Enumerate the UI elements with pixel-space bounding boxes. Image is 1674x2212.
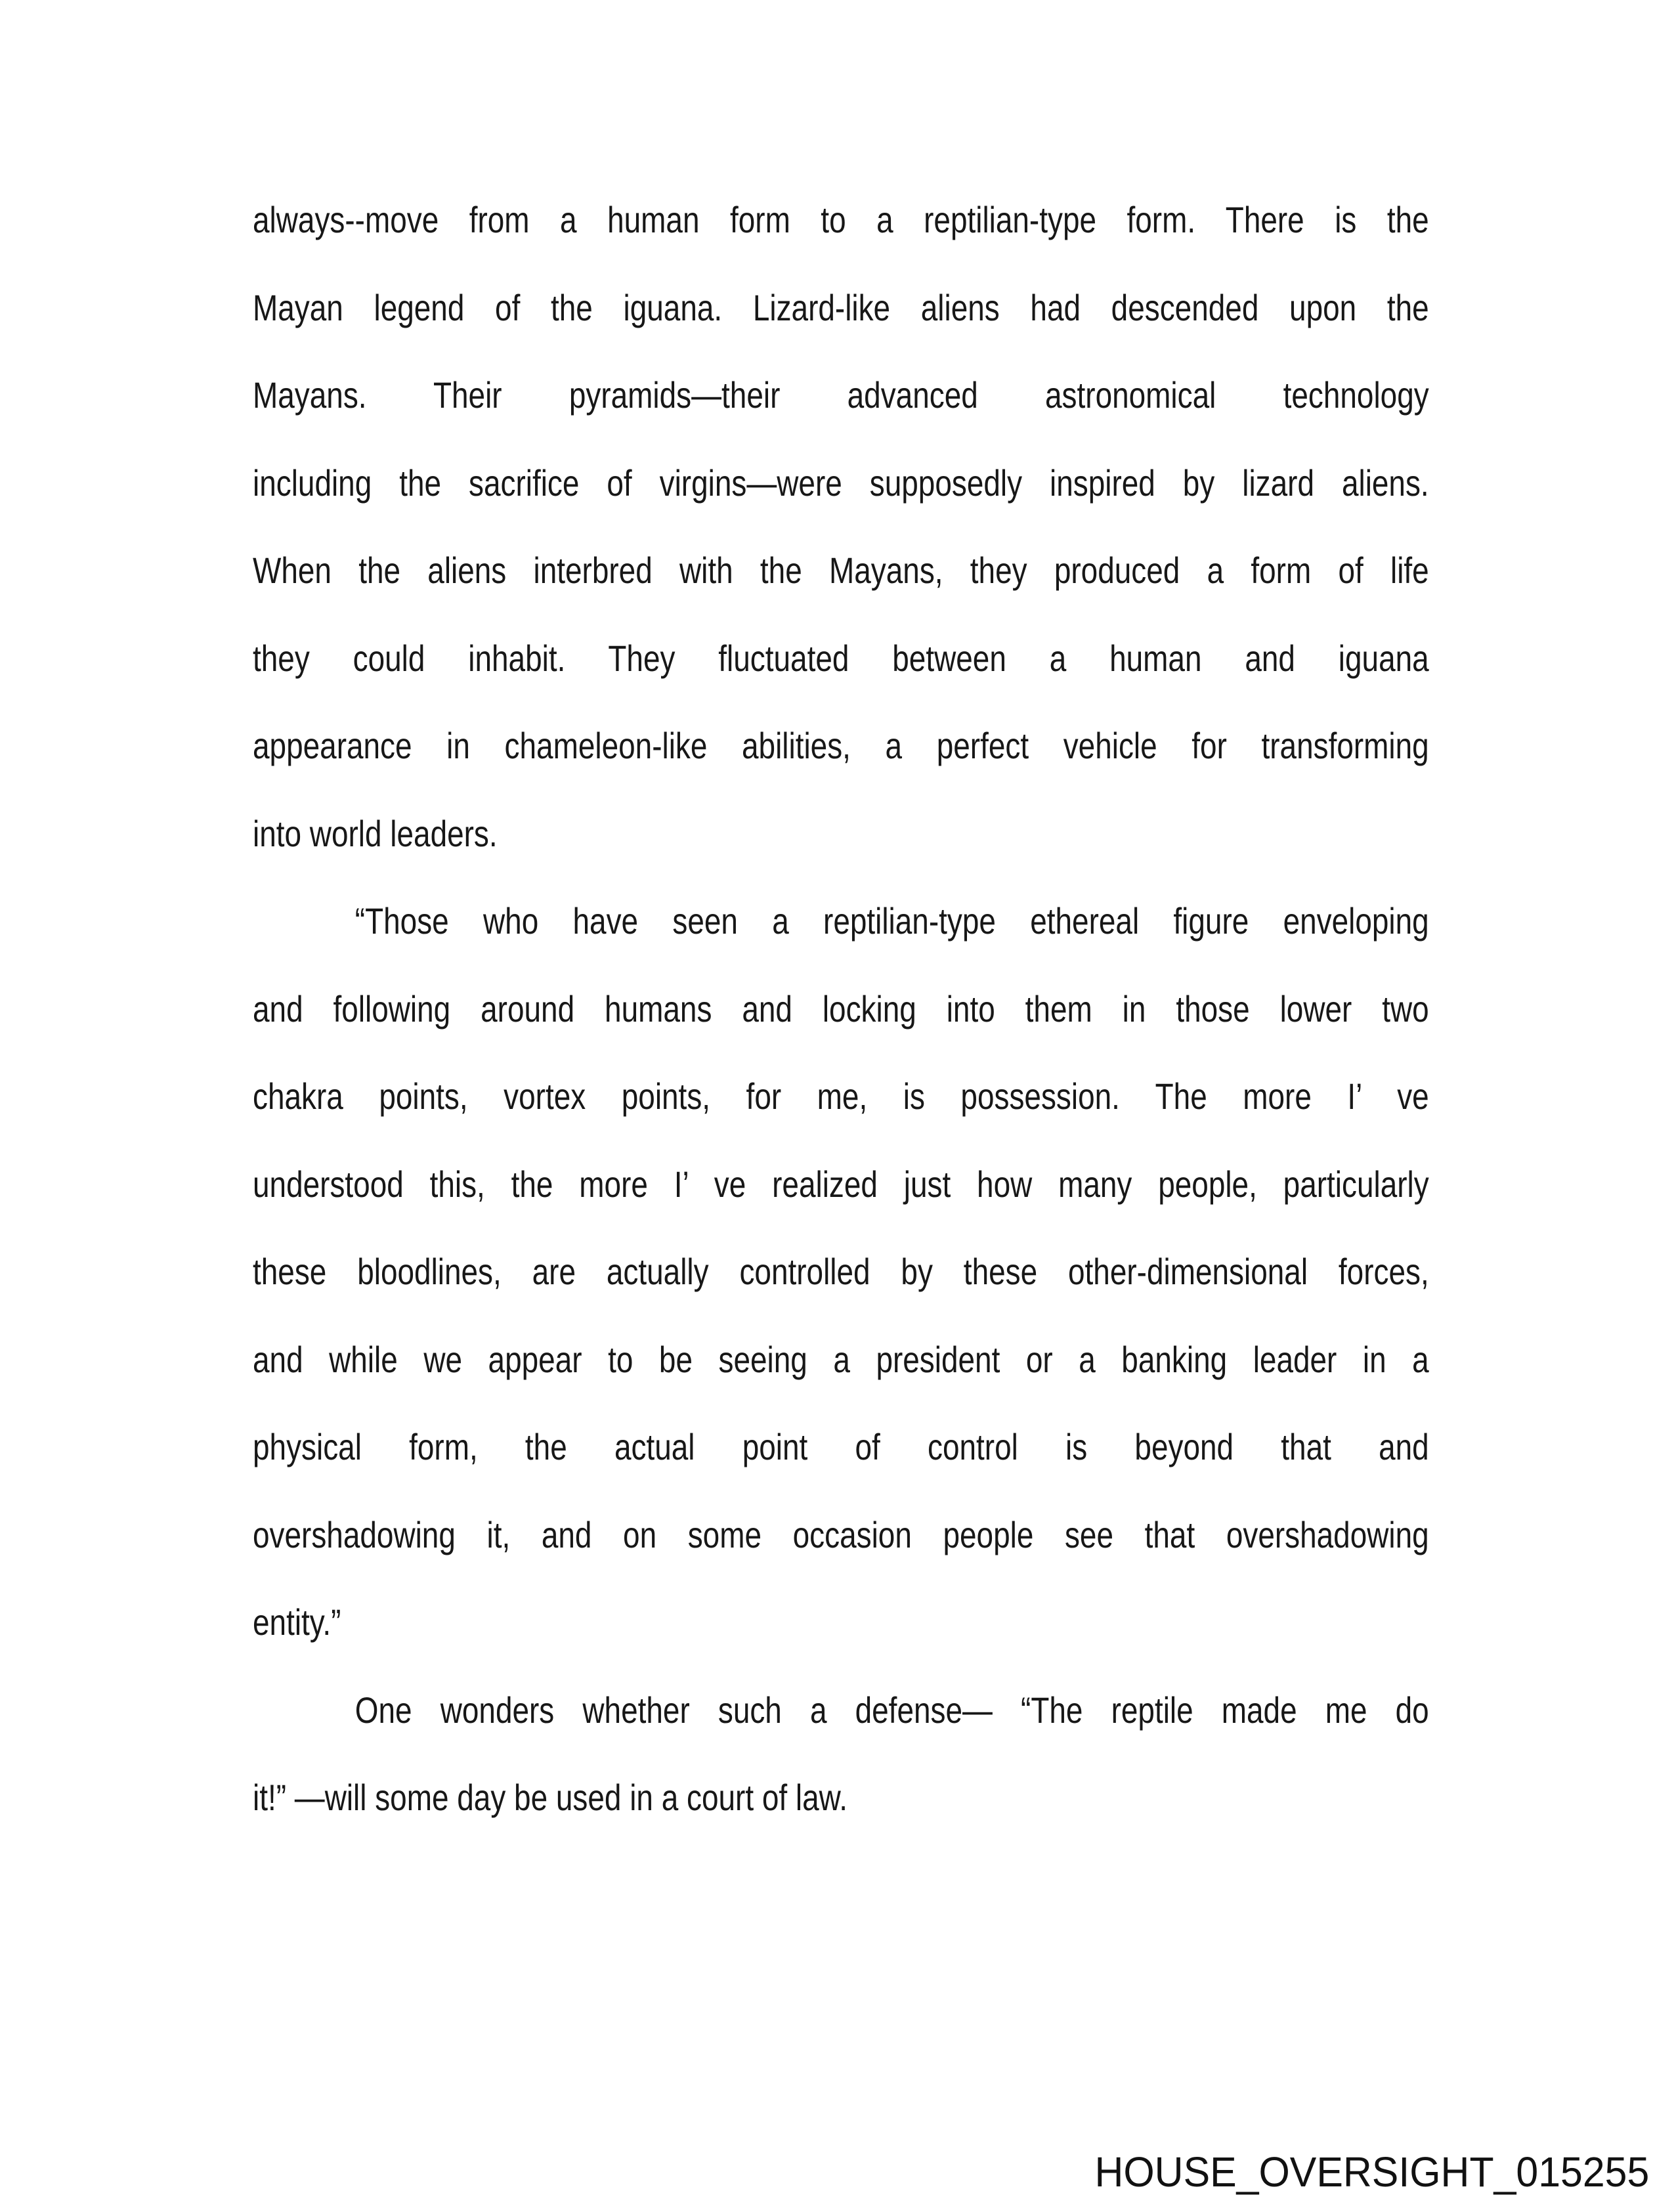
text-line: When the aliens interbred with the Mayans, they produced a form of life bbox=[253, 550, 1429, 591]
text-line: and while we appear to be seeing a president or a banking leader in a bbox=[253, 1338, 1429, 1380]
text-line: chakra points, vortex points, for me, is possession. The more I’ ve bbox=[253, 1075, 1429, 1117]
text-line: understood this, the more I’ ve realized just how many people, particularly bbox=[253, 1163, 1429, 1205]
text-line: these bloodlines, are actually controlled by these other-dimensional forces, bbox=[253, 1251, 1429, 1292]
text-line: Mayan legend of the iguana. Lizard-like aliens had descended upon the bbox=[253, 286, 1429, 328]
text-line: including the sacrifice of virgins—were supposedly inspired by lizard aliens. bbox=[253, 462, 1429, 504]
text-line: entity.” bbox=[253, 1601, 341, 1643]
text-line: appearance in chameleon-like abilities, a perfect vehicle for transforming bbox=[253, 725, 1429, 766]
bates-stamp: HOUSE_OVERSIGHT_015255 bbox=[1094, 2148, 1649, 2196]
paragraph bbox=[253, 176, 1429, 877]
text-line: overshadowing it, and on some occasion people see that overshadowing bbox=[253, 1513, 1429, 1555]
text-line: into world leaders. bbox=[253, 812, 498, 854]
text-line: physical form, the actual point of control is beyond that and bbox=[253, 1426, 1429, 1467]
text-line: One wonders whether such a defense— “The reptile made me do bbox=[354, 1689, 1429, 1731]
paragraph bbox=[253, 877, 1429, 1666]
paragraph bbox=[253, 1666, 1429, 1842]
text-line: “Those who have seen a reptilian-type ethereal figure enveloping bbox=[354, 900, 1429, 942]
text-line: it!” —will some day be used in a court of law. bbox=[253, 1777, 848, 1818]
text-line: Mayans. Their pyramids—their advanced astronomical technology bbox=[253, 374, 1429, 416]
body-text-block bbox=[253, 176, 1429, 1842]
text-line: and following around humans and locking into them in those lower two bbox=[253, 987, 1429, 1030]
text-line: they could inhabit. They fluctuated between a human and iguana bbox=[253, 637, 1429, 679]
text-line: always--move from a human form to a reptilian-type form. There is the bbox=[253, 199, 1429, 240]
